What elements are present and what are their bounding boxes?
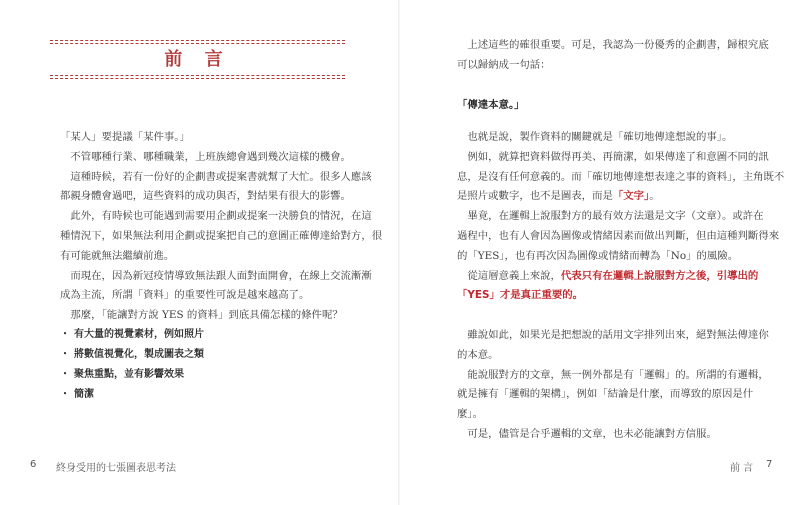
bullet-icon: ・ <box>60 369 70 380</box>
paragraph-text: 是照片或數字，也不是圖表，而是 <box>457 190 613 203</box>
paragraph-line: 成為主流，所謂「資料」的重要性可說是越來越高了。 <box>60 289 310 302</box>
highlight-text: 代表只有在邏輯上說服對方之後，引導出的 <box>560 269 759 282</box>
paragraph-line: 畢竟，在邏輯上說服對方的最有效方法還是文字（文章）。或許在 <box>467 210 764 223</box>
paragraph-line: 種情況下，如果無法利用企劃或提案把自己的意圖正確傳達給對方，很 <box>60 229 383 242</box>
page-number-left: 6 <box>30 459 37 470</box>
page-number-right: 7 <box>766 459 773 470</box>
paragraph-line: 有可能就無法繼續前進。 <box>60 249 175 262</box>
list-item-text: 有大量的視覺素材，例如照片 <box>74 329 204 340</box>
paragraph-line <box>457 187 747 207</box>
list-item <box>60 385 204 405</box>
paragraph-line: 都親身體會過吧，這些資料的成功與否，對結果有很大的影響。 <box>60 190 351 203</box>
right-page <box>400 0 800 505</box>
paragraph-line: 可是，儘管是合乎邏輯的文章，也未必能讓對方信服。 <box>467 427 717 440</box>
paragraph-line: 可以歸納成一句話： <box>457 58 551 71</box>
right-body-bottom <box>457 326 769 445</box>
paragraph-line: 例如，就算把資料做得再美、再簡潔，如果傳達了和意圖不同的訊 <box>467 150 769 163</box>
list-item <box>60 325 204 345</box>
paragraph-line <box>457 286 747 306</box>
paragraph-line: 這種時候，若有一份好的企劃書或提案書就幫了大忙。很多人應該 <box>70 170 372 183</box>
paragraph-text: 從這層意義上來說， <box>467 269 561 282</box>
condition-list <box>60 325 204 405</box>
paragraph-line: 那麼，「能讓對方說 YES 的資料」到底具備怎樣的條件呢？ <box>70 309 343 322</box>
bullet-icon: ・ <box>60 389 70 400</box>
book-title-footer: 終身受用的七張圖表思考法 <box>56 463 176 474</box>
key-quote: 「傳達本意。」 <box>457 99 525 111</box>
paragraph-line: 而現在，因為新冠疫情導致無法跟人面對面開會，在線上交流漸漸 <box>70 269 372 282</box>
list-item <box>60 345 204 365</box>
paragraph-line: 麼」。 <box>457 408 483 421</box>
list-item-text: 將數值視覺化，製成圖表之類 <box>74 349 204 360</box>
right-body-main <box>457 128 785 306</box>
bullet-icon: ・ <box>60 329 70 340</box>
paragraph-line: 的本意。 <box>457 348 499 361</box>
highlight-text: 「文字」 <box>612 190 650 203</box>
highlight-text: 「YES」才是真正重要的。 <box>457 289 584 302</box>
bullet-icon: ・ <box>60 349 70 360</box>
paragraph-line: 的「YES」，也有再次因為圖像或情緒而轉為「No」的風險。 <box>457 249 739 262</box>
paragraph-line: 過程中，也有人會因為圖像或情緒因素而做出判斷，但由這種判斷得來 <box>457 229 780 242</box>
list-item <box>60 365 204 385</box>
paragraph-line: 上述這些的確很重要。可是，我認為一份優秀的企劃書，歸根究底 <box>467 39 769 51</box>
paragraph-line: 息，是沒有任何意義的。而「確切地傳達想表達之事的資料」，主角既不 <box>457 170 785 183</box>
list-item-text: 聚焦重點，並有影響效果 <box>74 369 184 380</box>
running-head: 前 言 <box>730 463 754 474</box>
left-body <box>60 128 383 326</box>
paragraph-line: 能說服對方的文章，無一例外都是有「邏輯」的。所謂的有邏輯， <box>467 368 769 381</box>
paragraph-line: 此外，有時候也可能遇到需要用企劃或提案一決勝負的情況，在這 <box>70 210 372 223</box>
chapter-title-box <box>50 40 345 80</box>
paragraph-line <box>457 267 759 287</box>
list-item-text: 簡潔 <box>74 389 94 400</box>
paragraph-text: 。 <box>649 190 660 203</box>
right-body-top <box>457 36 769 76</box>
paragraph-line: 就是擁有「邏輯的架構」，例如「結論是什麼，而導致的原因是什 <box>457 388 754 401</box>
chapter-title: 前 言 <box>164 49 231 70</box>
paragraph-line: 不管哪種行業、哪種職業，上班族總會遇到幾次這樣的機會。 <box>70 150 351 163</box>
paragraph-line: 「某人」要提議「某件事。」 <box>60 131 190 143</box>
paragraph-line: 雖說如此，如果光是把想說的話用文字排列出來，絕對無法傳達你 <box>467 329 769 341</box>
paragraph-line: 也就是說，製作資料的關鍵就是「確切地傳達想說的事」。 <box>467 131 733 143</box>
